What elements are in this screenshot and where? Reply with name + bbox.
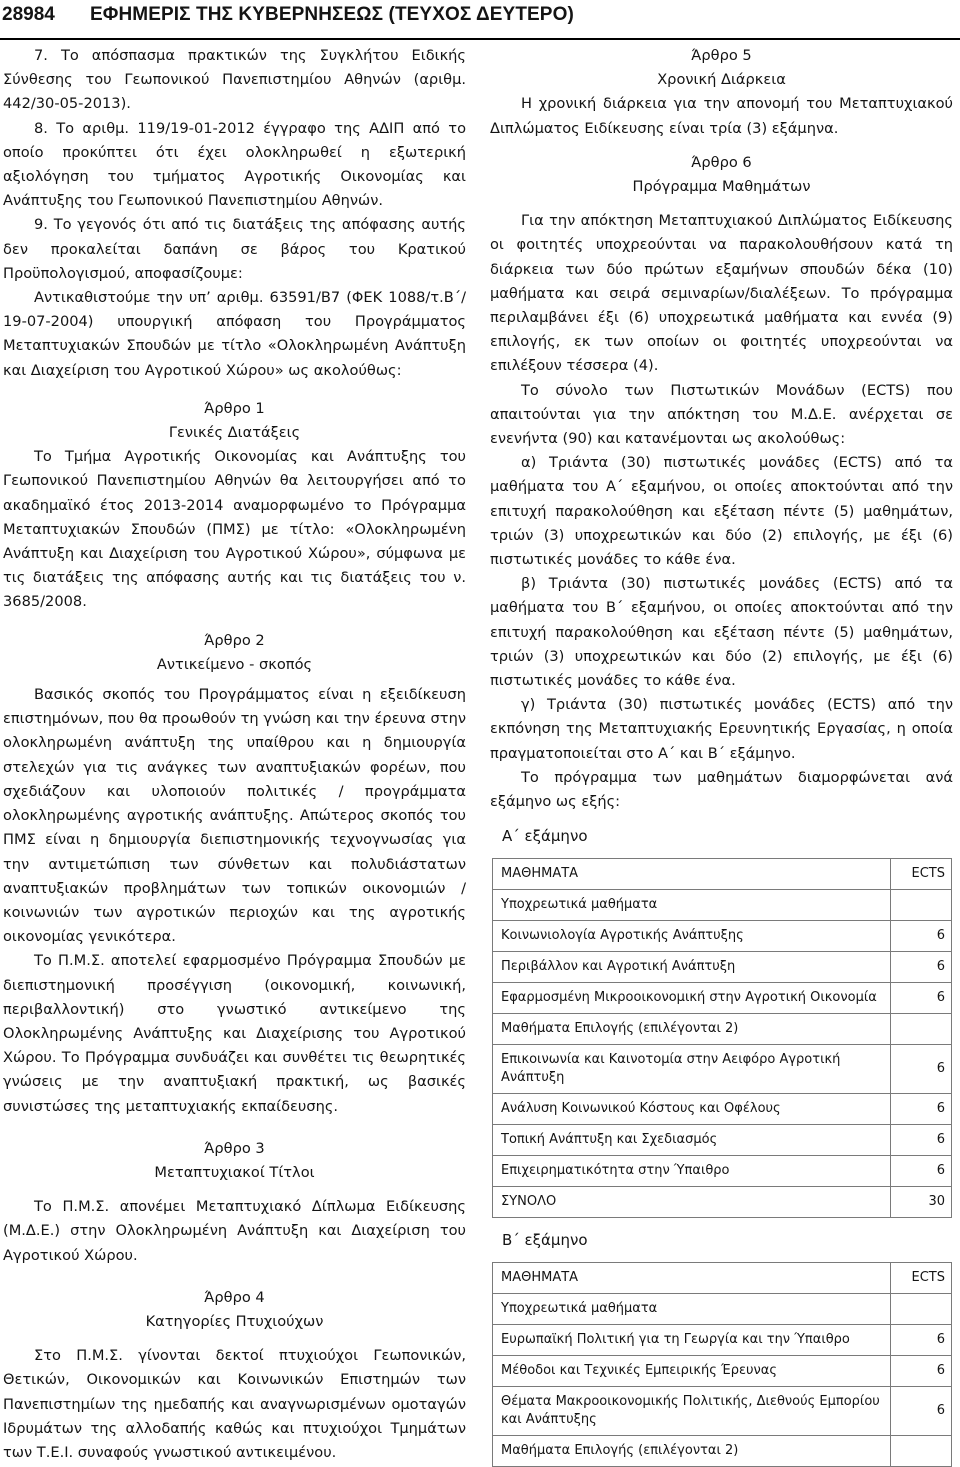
table-row [493,1045,952,1094]
course-name: Ανάλυση Κοινωνικού Κόστους και Οφέλους [493,1094,891,1125]
course-ects: ECTS [891,859,952,890]
table-row [493,1187,952,1218]
article-6-subtitle: Πρόγραμμα Μαθημάτων [632,178,811,196]
article-2-text-2: Το Π.Μ.Σ. αποτελεί εφαρμοσμένο Πρόγραμμα Σπουδών με διεπιστημονική προσέγγιση (οικονομική, κοινωνική, περιβαλλοντική) στο γνωστικό αντικείμενο της Ολοκληρωμένης Ανάπτυξης και Διαχείρισης του Αγροτικού Χώρου. Το Πρόγραμμα συνδυάζει και συνθέτει τις θεωρητικές γνώσεις με την αναπτυξιακή πρακτική, ως βασικές συνιστώσες της μεταπτυχιακής εκπαίδευσης. [3,952,466,1115]
course-name: Τοπική Ανάπτυξη και Σχεδιασμός [493,1125,891,1156]
semester-b-table [492,1262,952,1467]
article-3-subtitle: Μεταπτυχιακοί Τίτλοι [154,1163,315,1181]
course-name: Υποχρεωτικά μαθήματα [493,890,891,921]
article-6-item-b: β) Τριάντα (30) πιστωτικές μονάδες (ECTS) από τα μαθήματα του Β΄ εξαμήνου, οι οποίες αποκτούνται από την επιτυχή παρακολούθηση και εξέταση πέντε (5) μαθημάτων, τριών (3) υποχρεωτικών και δύο (2) επιλογής, με έξι (6) πιστωτικές μονάδες το κάθε ένα. [490,575,953,690]
course-ects: 6 [891,1094,952,1125]
table-row [493,1356,952,1387]
course-name: Μέθοδοι και Τεχνικές Εμπειρικής Έρευνας [493,1356,891,1387]
table-row [493,859,952,890]
right-column [490,44,953,1467]
article-5-subtitle: Χρονική Διάρκεια [657,71,786,89]
course-ects: 6 [891,1387,952,1436]
replacement-statement: Αντικαθιστούμε την υπ’ αριθμ. 63591/Β7 (ΦΕΚ 1088/τ.Β΄/ 19-07-2004) υπουργική απόφαση του Προγράμματος Μεταπτυχιακών Σπουδών με τίτλο «Ολοκληρωμένη Ανάπτυξη και Διαχείριση του Αγροτικού Χώρου» ως ακολούθως: [3,289,466,379]
course-ects: 6 [891,921,952,952]
paragraph-9: 9. Το γεγονός ότι από τις διατάξεις της απόφασης αυτής δεν προκαλείται δαπάνη σε βάρος του Κρατικού Προϋπολογισμού, αποφασίζουμε: [3,216,466,282]
article-6-text-1: Για την απόκτηση Μεταπτυχιακού Διπλώματος Ειδίκευσης οι φοιτητές υποχρεούνται να παρακολουθήσουν κατά τη διάρκεια των δύο πρώτων εξαμήνων σπουδών δέκα (10) μαθήματα και σειρά σεμιναρίων/διαλέξεων. Το πρόγραμμα περιλαμβάνει έξι (6) υποχρεωτικά μαθήματα και εννέα (9) επιλογής, εκ των οποίων οι φοιτητές υποχρεούνται να επιλέξουν τέσσερα (4). [490,212,953,375]
course-ects: 6 [891,1125,952,1156]
article-2-text-1: Βασικός σκοπός του Προγράμματος είναι η εξειδίκευση επιστημόνων, που θα προωθούν τη γνώση και την έρευνα στην ολοκληρωμένη ανάπτυξη της υπαίθρου και η δημιουργία στελεχών για τις ανάγκες των αναπτυξιακών φορέων, που σχεδιάζουν και υλοποιούν πολιτικές / προγράμματα ολοκληρωμένης αγροτικής ανάπτυξης. Απώτερος σκοπός του ΠΜΣ είναι η δημιουργία διεπιστημονικής τεχνογνωσίας για την αντιμετώπιση των σύνθετων και πολυδιάστατων αναπτυξιακών προβλημάτων των τοπικών οικονομιών / κοινωνιών των αγροτικών περιοχών και της αγροτικής οικονομίας γενικότερα. [3,686,466,946]
table-row [493,921,952,952]
paragraph-8: 8. Το αριθμ. 119/19-01-2012 έγγραφο της ΑΔΙΠ από το οποίο προκύπτει ότι έχει ολοκληρωθεί η εξωτερική αξιολόγηση του τμήματος Αγροτικής Οικονομίας και Ανάπτυξης του Γεωπονικού Πανεπιστημίου Αθηνών. [3,119,466,210]
course-ects: 6 [891,1325,952,1356]
article-5-title: Άρθρο 5 [691,47,752,64]
paragraph-7: 7. Το απόσπασμα πρακτικών της Συγκλήτου Ειδικής Σύνθεσης του Γεωπονικού Πανεπιστημίου Αθηνών (αριθμ. 442/30-05-2013). [3,47,466,113]
gazette-title: ΕΦΗΜΕΡΙΣ ΤΗΣ ΚΥΒΕΡΝΗΣΕΩΣ (ΤΕΥΧΟΣ ΔΕΥΤΕΡΟ) [90,4,574,25]
table-row [493,952,952,983]
table-row [493,1156,952,1187]
article-6-item-c: γ) Τριάντα (30) πιστωτικές μονάδες (ECTS) από την εκπόνηση της Μεταπτυχιακής Ερευνητικής Εργασίας, η οποία πραγματοποιείται στο Α΄ και Β΄ εξάμηνο. [490,696,953,762]
course-ects: 6 [891,983,952,1014]
table-row [493,1263,952,1294]
left-column [3,44,466,1465]
article-4-title: Άρθρο 4 [204,1288,265,1306]
course-name: Μαθήματα Επιλογής (επιλέγονται 2) [493,1014,891,1045]
semester-a-heading: Α΄ εξάμηνο [502,827,588,846]
article-6-text-3: Το πρόγραμμα των μαθημάτων διαμορφώνεται ανά εξάμηνο ως εξής: [490,768,953,811]
article-4-subtitle: Κατηγορίες Πτυχιούχων [145,1312,324,1330]
course-ects: 30 [891,1187,952,1218]
course-name: Επικοινωνία και Καινοτομία στην Αειφόρο Αγροτική Ανάπτυξη [493,1045,891,1094]
article-1-title: Άρθρο 1 [204,399,265,417]
course-name: ΜΑΘΗΜΑΤΑ [493,1263,891,1294]
course-name: ΣΥΝΟΛΟ [493,1187,891,1218]
semester-a-table [492,858,952,1218]
article-5-text: Η χρονική διάρκεια για την απονομή του Μεταπτυχιακού Διπλώματος Ειδίκευσης είναι τρία (3) εξάμηνα. [490,95,953,137]
table-row [493,983,952,1014]
article-2-title: Άρθρο 2 [204,631,265,649]
article-1-text: Το Τμήμα Αγροτικής Οικονομίας και Ανάπτυξης του Γεωπονικού Πανεπιστημίου Αθηνών θα λειτουργήσει από το ακαδημαϊκό έτος 2013-2014 αναμορφωμένο το Πρόγραμμα Μεταπτυχιακών Σπουδών (ΠΜΣ) με τίτλο: «Ολοκληρωμένη Ανάπτυξη και Διαχείριση του Αγροτικού Χώρου», σύμφωνα με τις διατάξεις της απόφασης αυτής και τις διατάξεις του ν. 3685/2008. [3,448,466,611]
article-6-title: Άρθρο 6 [691,153,752,171]
course-ects: 6 [891,1356,952,1387]
article-3-text: Το Π.Μ.Σ. απονέμει Μεταπτυχιακό Δίπλωμα Ειδίκευσης (Μ.Δ.Ε.) στην Ολοκληρωμένη Ανάπτυξη και Διαχείριση του Αγροτικού Χώρου. [3,1198,466,1264]
course-ects [891,890,952,921]
course-ects: ECTS [891,1263,952,1294]
course-ects [891,1436,952,1467]
course-ects: 6 [891,952,952,983]
course-name: Εφαρμοσμένη Μικροοικονομική στην Αγροτική Οικονομία [493,983,891,1014]
table-row [493,1294,952,1325]
table-row [493,890,952,921]
course-ects: 6 [891,1156,952,1187]
table-row [493,1094,952,1125]
course-name: ΜΑΘΗΜΑΤΑ [493,859,891,890]
table-row [493,1014,952,1045]
article-3-title: Άρθρο 3 [204,1139,265,1157]
semester-b-heading: Β΄ εξάμηνο [502,1231,588,1250]
course-name: Θέματα Μακροοικονομικής Πολιτικής, Διεθνούς Εμπορίου και Ανάπτυξης [493,1387,891,1436]
article-6-text-2: Το σύνολο των Πιστωτικών Μονάδων (ECTS) που απαιτούνται για την απόκτηση του Μ.Δ.Ε. ανέρχεται σε ενενήντα (90) και κατανέμονται ως ακολούθως: [490,381,953,448]
course-ects: 6 [891,1045,952,1094]
page-header [0,0,960,40]
page-number: 28984 [2,4,55,25]
course-name: Μαθήματα Επιλογής (επιλέγονται 2) [493,1436,891,1467]
course-name: Υποχρεωτικά μαθήματα [493,1294,891,1325]
table-row [493,1325,952,1356]
table-row [493,1387,952,1436]
course-ects [891,1294,952,1325]
course-name: Περιβάλλον και Αγροτική Ανάπτυξη [493,952,891,983]
course-name: Επιχειρηματικότητα στην Ύπαιθρο [493,1156,891,1187]
course-ects [891,1014,952,1045]
course-name: Κοινωνιολογία Αγροτικής Ανάπτυξης [493,921,891,952]
article-4-text: Στο Π.Μ.Σ. γίνονται δεκτοί πτυχιούχοι Γεωπονικών, Θετικών, Οικονομικών και Κοινωνικών Επιστημών των Πανεπιστημίων της ημεδαπής και αναγνωρισμένων ομοταγών Ιδρυμάτων της αλλοδαπής καθώς και πτυχιούχοι Τμημάτων των Τ.Ε.Ι. συναφούς γνωστικού αντικειμένου. [3,1347,466,1461]
table-row [493,1125,952,1156]
article-6-item-a: α) Τριάντα (30) πιστωτικές μονάδες (ECTS) από τα μαθήματα του Α΄ εξαμήνου, οι οποίες αποκτούνται από την επιτυχή παρακολούθηση και εξέταση πέντε (5) μαθημάτων, τριών (3) υποχρεωτικών και δύο (2) επιλογής, με έξι (6) πιστωτικές μονάδες το κάθε ένα. [490,454,953,569]
article-2-subtitle: Αντικείμενο - σκοπός [156,655,313,673]
article-1-subtitle: Γενικές Διατάξεις [168,424,301,442]
course-name: Ευρωπαϊκή Πολιτική για τη Γεωργία και την Ύπαιθρο [493,1325,891,1356]
table-row [493,1436,952,1467]
